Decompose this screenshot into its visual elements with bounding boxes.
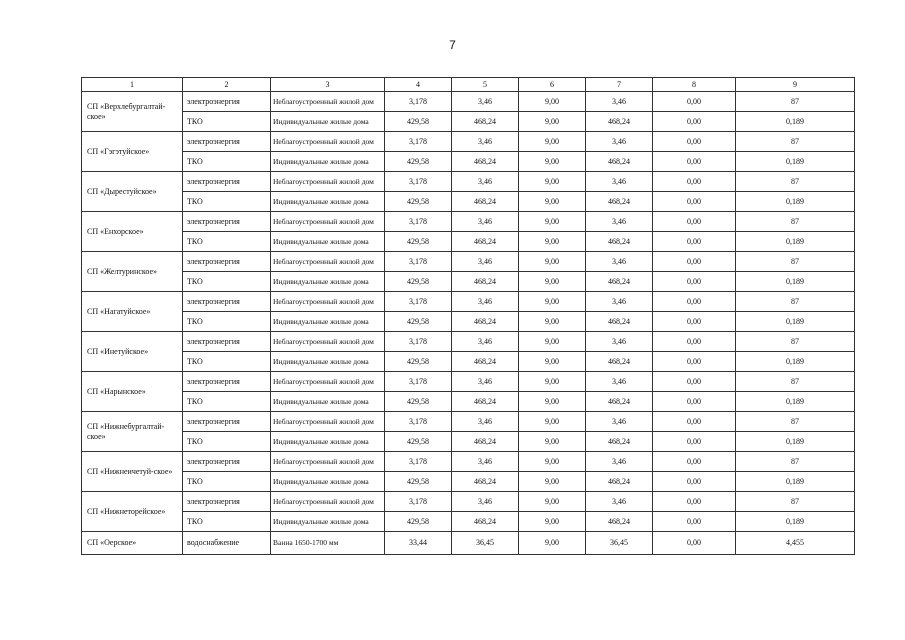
tariff-cell: 3,178 — [385, 132, 452, 152]
object-cell: Неблагоустроенный жилой дом — [271, 132, 385, 152]
tariff-cell: 468,24 — [586, 112, 653, 132]
tariff-cell: 468,24 — [452, 392, 519, 412]
tariff-cell: 468,24 — [586, 272, 653, 292]
percent-cell: 0,00 — [653, 312, 736, 332]
service-cell: электроэнергия — [183, 452, 271, 472]
percent-cell: 0,00 — [653, 232, 736, 252]
table-row — [82, 212, 855, 232]
col-header-4: 4 — [385, 78, 452, 92]
col-header-6: 6 — [519, 78, 586, 92]
tariff-cell: 468,24 — [452, 312, 519, 332]
percent-cell: 9,00 — [519, 92, 586, 112]
table-body — [82, 92, 855, 555]
norm-cell: 0,189 — [736, 432, 855, 452]
col-header-8: 8 — [653, 78, 736, 92]
norm-cell: 0,189 — [736, 352, 855, 372]
norm-cell: 0,189 — [736, 112, 855, 132]
settlement-name: СП «Нарынское» — [82, 372, 183, 412]
percent-cell: 9,00 — [519, 292, 586, 312]
percent-cell: 0,00 — [653, 272, 736, 292]
tariff-cell: 468,24 — [452, 512, 519, 532]
tariff-cell: 3,178 — [385, 332, 452, 352]
tariff-cell: 3,178 — [385, 172, 452, 192]
tariff-cell: 429,58 — [385, 472, 452, 492]
percent-cell: 0,00 — [653, 132, 736, 152]
table-row — [82, 172, 855, 192]
tariff-cell: 3,46 — [586, 492, 653, 512]
tariff-cell: 3,46 — [586, 252, 653, 272]
tariff-cell: 429,58 — [385, 272, 452, 292]
table-row — [82, 512, 855, 532]
norm-cell: 87 — [736, 172, 855, 192]
table-row — [82, 292, 855, 312]
tariff-cell: 36,45 — [452, 532, 519, 555]
settlement-name: СП «Нижнеторейское» — [82, 492, 183, 532]
tariff-cell: 3,178 — [385, 212, 452, 232]
object-cell: Индивидуальные жилые дома — [271, 352, 385, 372]
table-row — [82, 92, 855, 112]
percent-cell: 0,00 — [653, 492, 736, 512]
tariff-cell: 468,24 — [586, 432, 653, 452]
settlement-name: СП «Оерское» — [82, 532, 183, 555]
norm-cell: 87 — [736, 292, 855, 312]
object-cell: Индивидуальные жилые дома — [271, 192, 385, 212]
settlement-name: СП «Гэгэтуйское» — [82, 132, 183, 172]
tariff-cell: 468,24 — [586, 312, 653, 332]
percent-cell: 9,00 — [519, 112, 586, 132]
tariff-cell: 468,24 — [452, 152, 519, 172]
norm-cell: 0,189 — [736, 472, 855, 492]
service-cell: ТКО — [183, 112, 271, 132]
tariff-cell: 3,46 — [586, 372, 653, 392]
object-cell: Неблагоустроенный жилой дом — [271, 252, 385, 272]
table-row — [82, 192, 855, 212]
table-row — [82, 432, 855, 452]
tariff-cell: 468,24 — [452, 192, 519, 212]
table-row — [82, 312, 855, 332]
percent-cell: 0,00 — [653, 192, 736, 212]
tariff-cell: 468,24 — [586, 192, 653, 212]
service-cell: электроэнергия — [183, 412, 271, 432]
page-number: 7 — [449, 38, 456, 52]
tariff-cell: 3,178 — [385, 412, 452, 432]
tariff-cell: 429,58 — [385, 152, 452, 172]
tariff-cell: 3,46 — [452, 252, 519, 272]
table-row — [82, 332, 855, 352]
service-cell: ТКО — [183, 352, 271, 372]
percent-cell: 9,00 — [519, 252, 586, 272]
settlement-name: СП «Енхорское» — [82, 212, 183, 252]
tariff-cell: 36,45 — [586, 532, 653, 555]
settlement-name: СП «Дырестуйское» — [82, 172, 183, 212]
percent-cell: 0,00 — [653, 532, 736, 555]
service-cell: ТКО — [183, 392, 271, 412]
settlement-name: СП «Верхлебургалтай-ское» — [82, 92, 183, 132]
table-row — [82, 252, 855, 272]
tariff-cell: 468,24 — [452, 432, 519, 452]
percent-cell: 9,00 — [519, 152, 586, 172]
table-row — [82, 492, 855, 512]
service-cell: ТКО — [183, 152, 271, 172]
norm-cell: 4,455 — [736, 532, 855, 555]
tariff-cell: 468,24 — [452, 472, 519, 492]
service-cell: электроэнергия — [183, 292, 271, 312]
tariff-cell: 429,58 — [385, 232, 452, 252]
tariff-cell: 3,46 — [452, 332, 519, 352]
object-cell: Индивидуальные жилые дома — [271, 472, 385, 492]
norm-cell: 87 — [736, 412, 855, 432]
object-cell: Индивидуальные жилые дома — [271, 112, 385, 132]
object-cell: Индивидуальные жилые дома — [271, 272, 385, 292]
table-row — [82, 272, 855, 292]
percent-cell: 9,00 — [519, 232, 586, 252]
service-cell: ТКО — [183, 192, 271, 212]
percent-cell: 9,00 — [519, 212, 586, 232]
object-cell: Индивидуальные жилые дома — [271, 152, 385, 172]
tariff-cell: 429,58 — [385, 432, 452, 452]
tariff-cell: 3,178 — [385, 452, 452, 472]
tariff-cell: 468,24 — [452, 112, 519, 132]
tariff-cell: 3,46 — [586, 412, 653, 432]
object-cell: Индивидуальные жилые дома — [271, 232, 385, 252]
service-cell: водоснабжение — [183, 532, 271, 555]
tariff-cell: 3,46 — [452, 412, 519, 432]
service-cell: ТКО — [183, 472, 271, 492]
object-cell: Неблагоустроенный жилой дом — [271, 292, 385, 312]
norm-cell: 87 — [736, 212, 855, 232]
object-cell: Неблагоустроенный жилой дом — [271, 172, 385, 192]
tariff-cell: 3,178 — [385, 252, 452, 272]
tariff-cell: 429,58 — [385, 312, 452, 332]
settlement-name: СП «Нижнебургалтай-ское» — [82, 412, 183, 452]
tariff-cell: 429,58 — [385, 352, 452, 372]
tariff-cell: 468,24 — [452, 232, 519, 252]
table-row — [82, 132, 855, 152]
norm-cell: 87 — [736, 372, 855, 392]
norm-cell: 0,189 — [736, 272, 855, 292]
percent-cell: 0,00 — [653, 332, 736, 352]
percent-cell: 9,00 — [519, 432, 586, 452]
percent-cell: 9,00 — [519, 272, 586, 292]
object-cell: Индивидуальные жилые дома — [271, 312, 385, 332]
tariff-cell: 3,46 — [586, 172, 653, 192]
tariff-cell: 3,46 — [452, 172, 519, 192]
tariff-cell: 3,46 — [586, 452, 653, 472]
percent-cell: 0,00 — [653, 372, 736, 392]
tariff-cell: 429,58 — [385, 512, 452, 532]
norm-cell: 87 — [736, 452, 855, 472]
percent-cell: 9,00 — [519, 192, 586, 212]
percent-cell: 0,00 — [653, 152, 736, 172]
col-header-2: 2 — [183, 78, 271, 92]
tariff-cell: 3,178 — [385, 372, 452, 392]
tariff-cell: 3,46 — [452, 292, 519, 312]
tariff-cell: 3,46 — [586, 132, 653, 152]
service-cell: ТКО — [183, 272, 271, 292]
tariff-cell: 33,44 — [385, 532, 452, 555]
service-cell: ТКО — [183, 512, 271, 532]
object-cell: Ванна 1650-1700 мм — [271, 532, 385, 555]
service-cell: ТКО — [183, 232, 271, 252]
object-cell: Неблагоустроенный жилой дом — [271, 412, 385, 432]
col-header-5: 5 — [452, 78, 519, 92]
percent-cell: 9,00 — [519, 352, 586, 372]
settlement-name: СП «Нагатуйское» — [82, 292, 183, 332]
col-header-7: 7 — [586, 78, 653, 92]
col-header-9: 9 — [736, 78, 855, 92]
object-cell: Индивидуальные жилые дома — [271, 512, 385, 532]
tariff-cell: 468,24 — [586, 152, 653, 172]
tariff-cell: 429,58 — [385, 192, 452, 212]
tariff-cell: 468,24 — [452, 272, 519, 292]
table-row — [82, 472, 855, 492]
percent-cell: 0,00 — [653, 112, 736, 132]
percent-cell: 9,00 — [519, 172, 586, 192]
tariff-cell: 468,24 — [586, 512, 653, 532]
percent-cell: 9,00 — [519, 412, 586, 432]
table-row — [82, 452, 855, 472]
tariff-cell: 3,46 — [452, 452, 519, 472]
tariff-cell: 3,46 — [586, 212, 653, 232]
percent-cell: 0,00 — [653, 412, 736, 432]
object-cell: Неблагоустроенный жилой дом — [271, 332, 385, 352]
tariff-cell: 3,178 — [385, 292, 452, 312]
tariff-cell: 468,24 — [586, 232, 653, 252]
tariff-cell: 3,46 — [452, 212, 519, 232]
percent-cell: 0,00 — [653, 472, 736, 492]
percent-cell: 9,00 — [519, 492, 586, 512]
tariff-cell: 468,24 — [586, 392, 653, 412]
percent-cell: 0,00 — [653, 392, 736, 412]
percent-cell: 0,00 — [653, 172, 736, 192]
service-cell: электроэнергия — [183, 92, 271, 112]
object-cell: Неблагоустроенный жилой дом — [271, 92, 385, 112]
norm-cell: 0,189 — [736, 192, 855, 212]
tariff-cell: 3,46 — [452, 92, 519, 112]
table-row — [82, 532, 855, 555]
table-row — [82, 152, 855, 172]
percent-cell: 9,00 — [519, 332, 586, 352]
object-cell: Индивидуальные жилые дома — [271, 432, 385, 452]
service-cell: электроэнергия — [183, 372, 271, 392]
norm-cell: 0,189 — [736, 512, 855, 532]
percent-cell: 0,00 — [653, 352, 736, 372]
percent-cell: 0,00 — [653, 92, 736, 112]
tariff-cell: 3,178 — [385, 492, 452, 512]
service-cell: электроэнергия — [183, 332, 271, 352]
service-cell: ТКО — [183, 432, 271, 452]
object-cell: Неблагоустроенный жилой дом — [271, 492, 385, 512]
norm-cell: 87 — [736, 492, 855, 512]
col-header-3: 3 — [271, 78, 385, 92]
service-cell: электроэнергия — [183, 172, 271, 192]
tariff-cell: 468,24 — [586, 472, 653, 492]
tariff-cell: 3,46 — [586, 92, 653, 112]
percent-cell: 0,00 — [653, 292, 736, 312]
settlement-name: СП «Нижнеичетуй-ское» — [82, 452, 183, 492]
norm-cell: 87 — [736, 252, 855, 272]
service-cell: электроэнергия — [183, 252, 271, 272]
percent-cell: 9,00 — [519, 132, 586, 152]
percent-cell: 9,00 — [519, 392, 586, 412]
tariff-cell: 3,46 — [452, 372, 519, 392]
table-row — [82, 112, 855, 132]
percent-cell: 9,00 — [519, 452, 586, 472]
table-row — [82, 392, 855, 412]
norm-cell: 87 — [736, 332, 855, 352]
object-cell: Неблагоустроенный жилой дом — [271, 452, 385, 472]
percent-cell: 0,00 — [653, 512, 736, 532]
tariff-cell: 468,24 — [586, 352, 653, 372]
tariff-cell: 3,46 — [452, 132, 519, 152]
tariff-cell: 3,46 — [586, 332, 653, 352]
table-row — [82, 232, 855, 252]
table-row — [82, 352, 855, 372]
norm-cell: 0,189 — [736, 232, 855, 252]
percent-cell: 0,00 — [653, 252, 736, 272]
percent-cell: 9,00 — [519, 312, 586, 332]
norm-cell: 0,189 — [736, 152, 855, 172]
service-cell: электроэнергия — [183, 132, 271, 152]
header-row — [82, 78, 855, 92]
service-cell: ТКО — [183, 312, 271, 332]
norm-cell: 87 — [736, 132, 855, 152]
settlement-name: СП «Желтуринское» — [82, 252, 183, 292]
object-cell: Неблагоустроенный жилой дом — [271, 372, 385, 392]
col-header-1: 1 — [82, 78, 183, 92]
norm-cell: 87 — [736, 92, 855, 112]
tariff-cell: 3,178 — [385, 92, 452, 112]
tariff-cell: 468,24 — [452, 352, 519, 372]
tariff-cell: 429,58 — [385, 392, 452, 412]
service-cell: электроэнергия — [183, 492, 271, 512]
object-cell: Индивидуальные жилые дома — [271, 392, 385, 412]
percent-cell: 9,00 — [519, 472, 586, 492]
settlement-name: СП «Инетуйское» — [82, 332, 183, 372]
percent-cell: 9,00 — [519, 512, 586, 532]
table-row — [82, 412, 855, 432]
percent-cell: 0,00 — [653, 212, 736, 232]
tariff-cell: 429,58 — [385, 112, 452, 132]
tariff-cell: 3,46 — [452, 492, 519, 512]
tariff-cell: 3,46 — [586, 292, 653, 312]
object-cell: Неблагоустроенный жилой дом — [271, 212, 385, 232]
service-cell: электроэнергия — [183, 212, 271, 232]
percent-cell: 0,00 — [653, 432, 736, 452]
table-row — [82, 372, 855, 392]
percent-cell: 9,00 — [519, 372, 586, 392]
tariff-table — [81, 77, 855, 555]
percent-cell: 0,00 — [653, 452, 736, 472]
norm-cell: 0,189 — [736, 312, 855, 332]
percent-cell: 9,00 — [519, 532, 586, 555]
norm-cell: 0,189 — [736, 392, 855, 412]
